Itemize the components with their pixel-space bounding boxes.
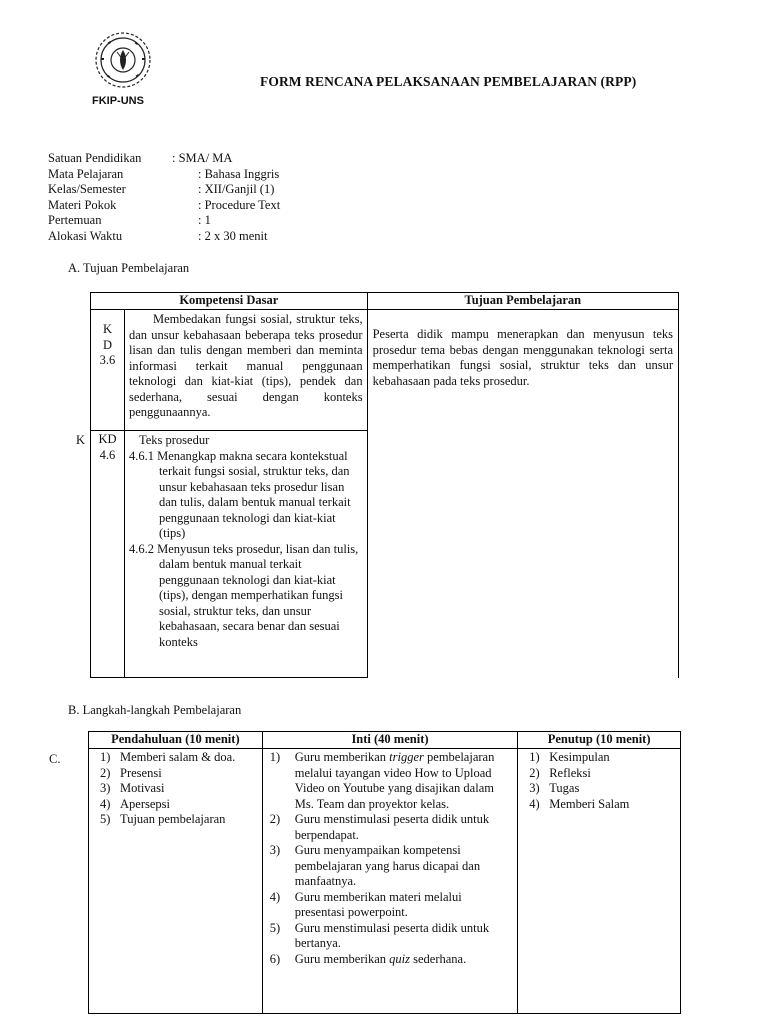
info-value: : 2 x 30 menit	[198, 228, 268, 243]
item-number: 1)	[529, 750, 540, 764]
item-number: 4)	[529, 796, 540, 811]
item-text: Guru menstimulasi peserta didik untuk berpendapat.	[294, 812, 490, 842]
list-item	[92, 797, 259, 813]
list-item	[521, 781, 677, 797]
item-number: 5)	[269, 920, 281, 935]
list-item	[266, 921, 514, 952]
item-emphasis: trigger	[389, 750, 424, 764]
info-row	[48, 151, 368, 167]
info-label: Mata Pelajaran	[48, 166, 124, 181]
col-header-kompetensi: Kompetensi Dasar	[91, 293, 368, 310]
steps-table	[88, 731, 681, 1014]
item-text: Guru menstimulasi peserta didik untuk bertanya.	[294, 920, 490, 950]
item-text: Memberi salam & doa.	[120, 750, 236, 764]
kd-item-title: Teks prosedur	[138, 433, 210, 447]
item-number: 2)	[529, 765, 540, 780]
item-number: 1)	[100, 750, 111, 764]
list-item	[92, 750, 259, 766]
item-number: 3)	[100, 781, 111, 795]
item-text: Guru memberikan materi melalui presentasi powerpoint.	[294, 889, 462, 919]
item-text: Presensi	[120, 765, 162, 780]
list-item	[521, 797, 677, 813]
item-number: 5)	[100, 812, 111, 826]
kd-description-text: Membedakan fungsi sosial, struktur teks, dan unsur kebahasaan beberapa teks prosedur lisan dan tulis dengan memberi dan meminta informasi terkait manual penggunaan teknologi dan kiat-kiat (tips), pendek dan sederhana, sesuai dengan konteks penggunaannya.	[128, 312, 363, 419]
kd-code	[91, 431, 125, 678]
kd-code	[91, 310, 125, 431]
col-header-inti: Inti (40 menit)	[262, 732, 517, 749]
info-value: : Bahasa Inggris	[198, 166, 280, 181]
pendahuluan-cell	[89, 749, 263, 1014]
item-emphasis: quiz	[389, 951, 410, 966]
info-value: : Procedure Text	[198, 197, 281, 212]
info-label: Pertemuan	[48, 213, 102, 227]
info-value: : XII/Ganjil (1)	[198, 182, 275, 196]
kd-sub-item: 4.6.1 Menangkap makna secara kontekstual terkait fungsi sosial, struktur teks, dan unsur kebahasaan teks prosedur lisan dan tulis, dalam bentuk manual terkait penggunaan teknologi dan kiat-kiat (tips)	[128, 448, 351, 540]
info-row	[48, 198, 368, 214]
info-label: Kelas/Semester	[48, 182, 126, 196]
info-label: Satuan Pendidikan	[48, 151, 142, 165]
kd-description	[124, 310, 367, 431]
item-text: pembelajaran melalui tayangan video How to Upload Video on Youtube yang disajikan dalam Ms. Team dan proyektor kelas.	[294, 750, 495, 811]
info-label: Materi Pokok	[48, 197, 117, 212]
objectives-table	[90, 292, 679, 678]
item-number: 3)	[529, 781, 540, 795]
item-text: Guru memberikan	[294, 750, 390, 764]
item-number: 4)	[269, 889, 281, 904]
kd-items	[124, 431, 367, 678]
info-row	[48, 167, 368, 183]
item-text: Guru memberikan	[294, 951, 390, 966]
item-text: Tugas	[549, 781, 580, 795]
section-b-heading: B. Langkah-langkah Pembelajaran	[68, 703, 242, 717]
tujuan-cell	[367, 310, 678, 678]
item-number: 2)	[100, 765, 111, 780]
kd-code-line: K	[102, 322, 112, 336]
list-item	[92, 781, 259, 797]
item-text: Kesimpulan	[549, 750, 610, 764]
item-number: 3)	[269, 843, 281, 857]
stray-letter-c: C.	[49, 752, 61, 766]
info-row	[48, 182, 368, 198]
list-item	[92, 766, 259, 782]
item-text: Tujuan pembelajaran	[120, 812, 226, 826]
kd-code-line: D	[102, 337, 112, 352]
item-number: 2)	[269, 812, 281, 826]
info-value: : SMA/ MA	[172, 151, 233, 165]
stray-letter-k: K	[76, 433, 86, 447]
list-item	[266, 952, 514, 968]
kd-code-line: KD	[98, 432, 117, 446]
info-row	[48, 229, 368, 245]
institution-name: FKIP-UNS	[92, 95, 144, 107]
kd-code-line: 3.6	[99, 353, 116, 367]
list-item	[92, 812, 259, 828]
tujuan-text: Peserta didik mampu menerapkan dan menyusun teks prosedur tema bebas dengan menggunakan teknologi serta memperhatikan fungsi sosial, struktur teks dan unsur kebahasaan pada teks prosedur.	[372, 327, 673, 388]
list-item	[266, 890, 514, 921]
item-text: Memberi Salam	[549, 796, 630, 811]
item-text: Apersepsi	[120, 796, 170, 811]
col-header-penutup: Penutup (10 menit)	[518, 732, 681, 749]
col-header-tujuan: Tujuan Pembelajaran	[367, 293, 678, 310]
list-item	[266, 750, 514, 812]
kd-code-line: 4.6	[99, 447, 116, 462]
penutup-cell	[518, 749, 681, 1014]
inti-cell	[262, 749, 517, 1014]
item-text: Motivasi	[120, 781, 165, 795]
info-value: : 1	[198, 213, 211, 227]
lesson-info	[48, 151, 368, 244]
section-a-heading: A. Tujuan Pembelajaran	[68, 261, 190, 275]
list-item	[521, 766, 677, 782]
page-title: FORM RENCANA PELAKSANAAN PEMBELAJARAN (RPP)	[260, 74, 637, 89]
info-row	[48, 213, 368, 229]
item-number: 1)	[269, 750, 281, 764]
item-text: Refleksi	[549, 765, 591, 780]
list-item	[521, 750, 677, 766]
item-text: sederhana.	[410, 951, 467, 966]
item-number: 4)	[100, 796, 111, 811]
kd-sub-item: 4.6.2 Menyusun teks prosedur, lisan dan tulis, dalam bentuk manual terkait penggunaan teknologi dan kiat-kiat (tips), dengan memperhatikan fungsi sosial, struktur teks, dan unsur kebahasaan, secara benar dan sesuai konteks	[128, 541, 359, 649]
col-header-pendahuluan: Pendahuluan (10 menit)	[89, 732, 263, 749]
university-seal-logo	[93, 30, 153, 90]
item-number: 6)	[269, 951, 281, 966]
info-label: Alokasi Waktu	[48, 228, 123, 243]
item-text: Guru menyampaikan kompetensi pembelajaran yang harus dicapai dan manfaatnya.	[294, 843, 481, 888]
list-item	[266, 812, 514, 843]
list-item	[266, 843, 514, 890]
